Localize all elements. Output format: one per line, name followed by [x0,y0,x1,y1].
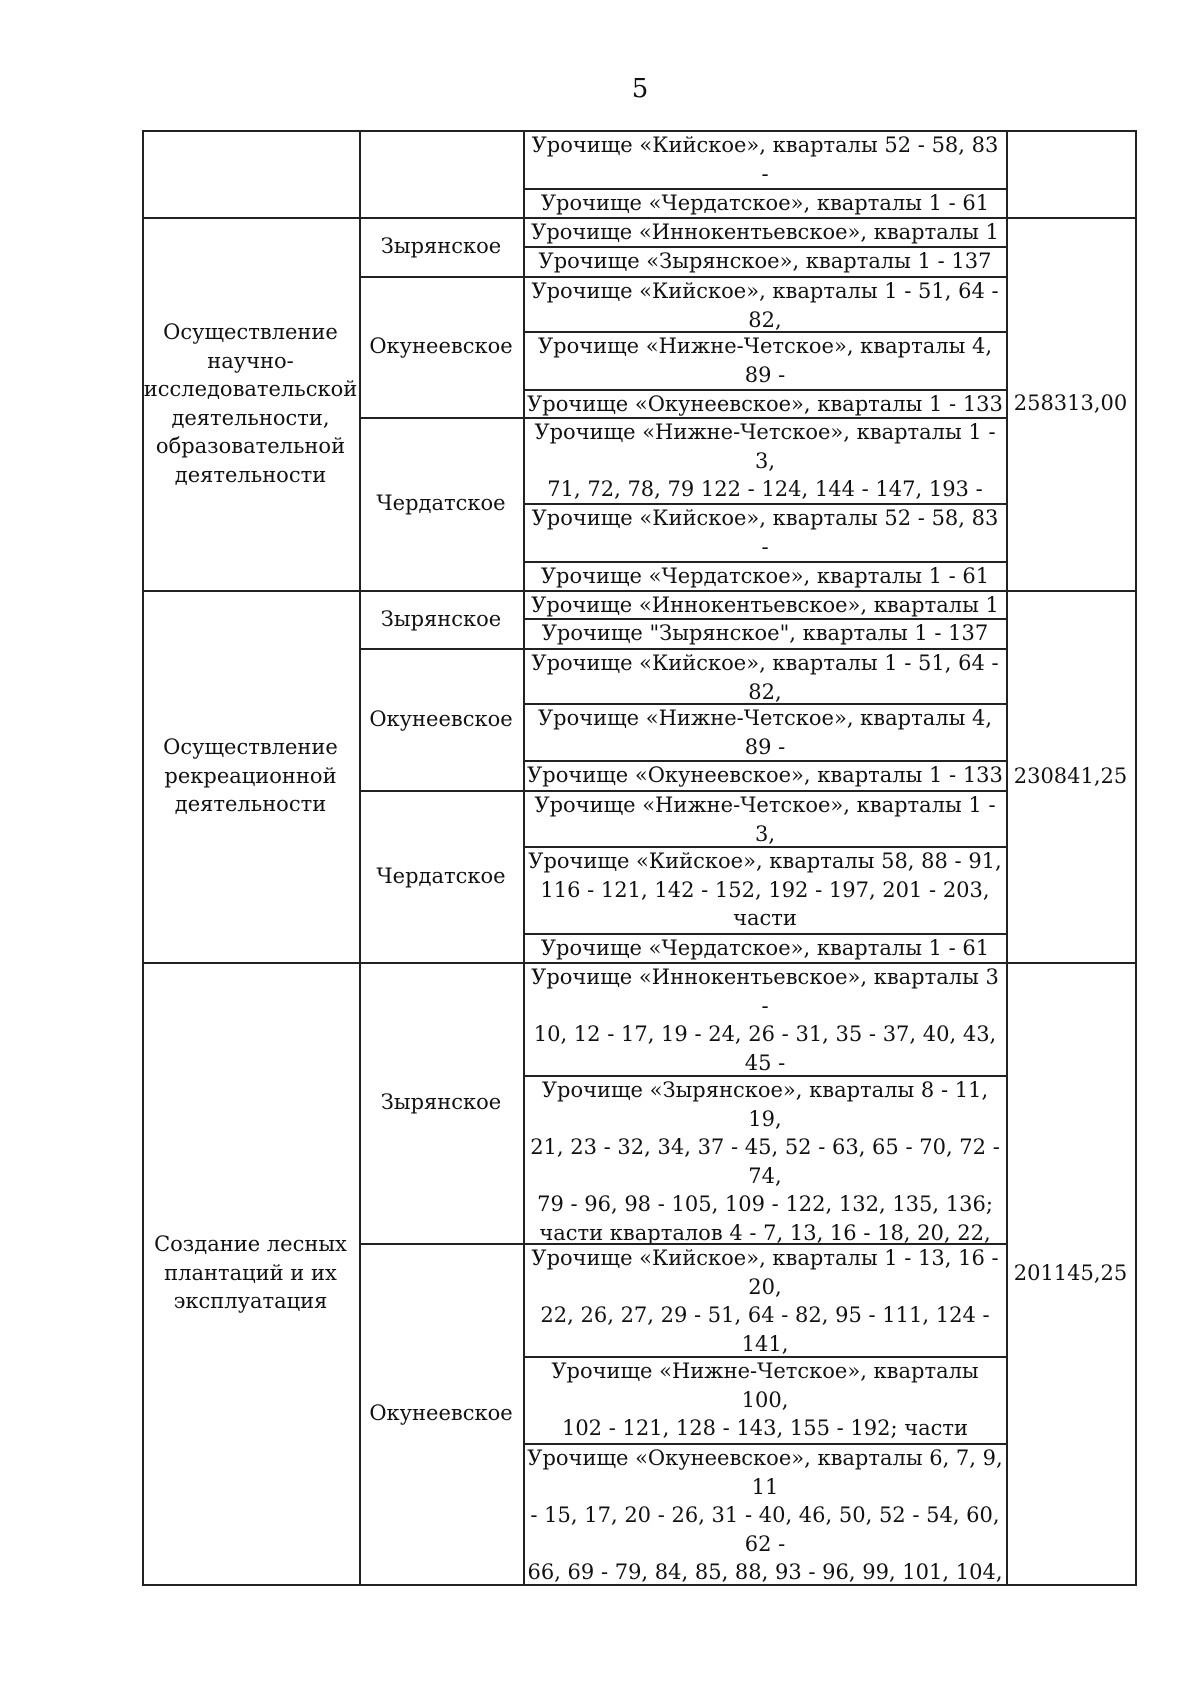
forestry-cell [359,648,523,790]
forestry-cell-text: Зырянское [380,1090,502,1115]
tract-cell: Урочище «Нижне-Четское», кварталы 100, 102 - 121, 128 - 143, 155 - 192; части [551,1359,979,1440]
tract-cell: Урочище «Кийское», кварталы 58, 88 - 91, 116 - 121, 142 - 152, 192 - 197, 201 - 203, части [528,849,1002,930]
tract-cell: Урочище «Кийское», кварталы 1 - 51, 64 - 82, [531,279,999,331]
tract-border [523,1584,1008,1586]
area-cell [1006,217,1135,590]
forestry-cell-text: Чердатское [376,863,506,888]
tract-cell: Урочище «Чердатское», кварталы 1 - 61 [540,191,990,215]
tract-cell: Урочище «Иннокентьевское», кварталы 3 - 10, 12 - 17, 19 - 24, 26 - 31, 35 - 37, 40, 43, 45 - [531,965,999,1075]
activity-cell [142,130,359,217]
tract-cell: Урочище «Нижне-Четское», кварталы 4, 89 - [537,334,992,387]
tract-cell: Урочище "Зырянское", кварталы 1 - 137 [541,621,989,645]
tract-cell: Урочище «Окунеевское», кварталы 1 - 133 [527,763,1003,787]
forestry-cell [359,590,523,648]
area-cell-text: 258313,00 [1013,391,1128,416]
area-cell [1006,590,1135,962]
tract-cell: Урочище «Окунеевское», кварталы 1 - 133 [527,392,1003,416]
activity-cell-text: Осуществление научно- исследовательской деятельности, образовательной деятельности [143,320,358,487]
activity-cell [142,590,359,962]
forestry-cell [359,217,523,276]
tract-cell: Урочище «Зырянское», кварталы 1 - 137 [538,249,992,273]
forestry-cell [359,130,523,217]
tract-cell: Урочище «Окунеевское», кварталы 6, 7, 9, 11 - 15, 17, 20 - 26, 31 - 40, 46, 50, 52 - 54, 60, 62 - 66, 69 - 79, 84, 85, 88, 93 - 96, 99, 101, 104, [527,1446,1003,1584]
forestry-cell-text: Окунеевское [369,706,513,731]
tract-cell: Урочище «Кийское», кварталы 52 - 58, 83 - [531,506,999,559]
activity-cell-text: Осуществление рекреационной деятельности [163,735,338,817]
tract-cell: Урочище «Кийское», кварталы 1 - 51, 64 - 82, [531,651,999,703]
forestry-cell-text: Окунеевское [369,334,513,359]
forestry-cell-text: Зырянское [380,606,502,631]
forestry-cell [359,962,523,1243]
activity-cell [142,962,359,1584]
area-cell-text: 230841,25 [1013,763,1128,788]
tract-cell: Урочище «Иннокентьевское», кварталы 1 [531,220,999,244]
forestry-cell-text: Окунеевское [369,1401,513,1426]
forestry-cell [359,1243,523,1584]
tract-cell: Урочище «Кийское», кварталы 1 - 13, 16 - 20, 22, 26, 27, 29 - 51, 64 - 82, 95 - 111, 124 - 141, [531,1246,999,1356]
activity-cell-text: Создание лесных плантаций и их эксплуатация [154,1232,347,1314]
forestry-cell [359,790,523,962]
area-cell [1006,962,1135,1584]
forestry-cell-text: Зырянское [380,234,502,259]
tract-cell: Урочище «Иннокентьевское», кварталы 1 [531,593,999,617]
tract-cell: Урочище «Зырянское», кварталы 8 - 11, 19, 21, 23 - 32, 34, 37 - 45, 52 - 63, 65 - 70, 72 - 74, 79 - 96, 98 - 105, 109 - 122, 132, 135, 136; части кварталов 4 - 7, 13, 16 - 18, 20, 22, [530,1078,1000,1243]
tract-cell: Урочище «Чердатское», кварталы 1 - 61 [540,564,990,588]
tract-cell: Урочище «Нижне-Четское», кварталы 1 - 3, [534,793,996,846]
tract-cell: Урочище «Кийское», кварталы 52 - 58, 83 - [531,133,999,186]
area-cell-text: 201145,25 [1013,1260,1128,1285]
tract-cell: Урочище «Нижне-Четское», кварталы 1 - 3, 71, 72, 78, 79 122 - 124, 144 - 147, 193 - [534,420,996,501]
tract-cell: Урочище «Нижне-Четское», кварталы 4, 89 - [537,706,992,759]
forestry-cell [359,417,523,590]
column-border-4 [1135,130,1137,1585]
tract-cell: Урочище «Чердатское», кварталы 1 - 61 [540,936,990,960]
activity-cell [142,217,359,590]
forestry-cell [359,276,523,417]
page-number: 5 [631,74,649,104]
forestry-cell-text: Чердатское [376,491,506,516]
area-cell [1006,130,1135,217]
